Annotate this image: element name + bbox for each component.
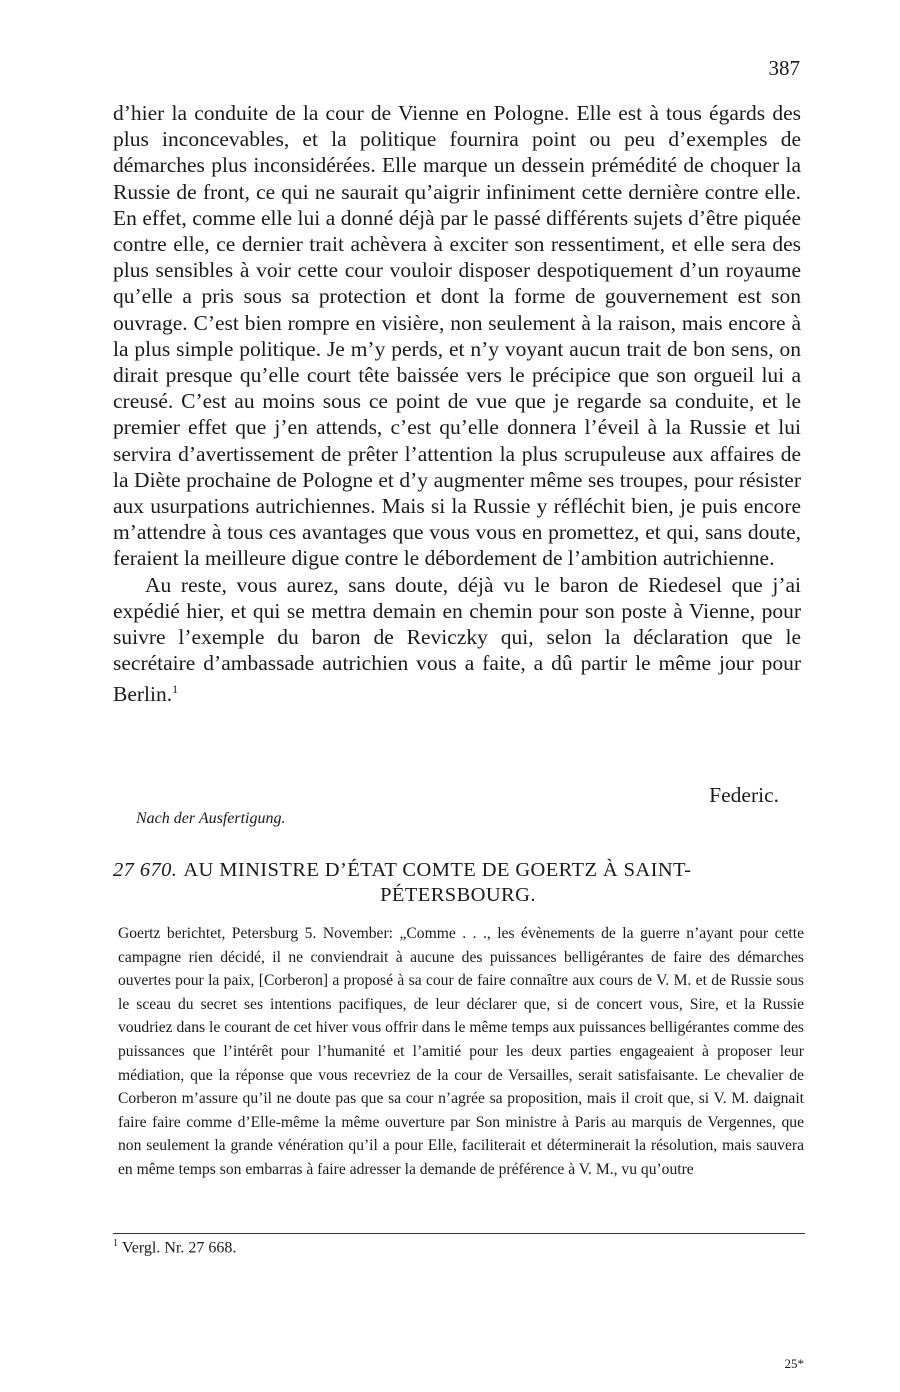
footnote: [113, 1238, 236, 1257]
letter-paragraph-1: d’hier la conduite de la cour de Vienne en Pologne. Elle est à tous égards des plus inconcevables, et la politique fournira point ou peu d’exemples de démarches plus inconsidérées. Elle marque un dessein prémédité de choquer la Russie de front, ce qui ne saurait qu’aigrir infiniment cette dernière contre elle. En effet, comme elle lui a donné déjà par le passé différents sujets d’être piquée contre elle, ce dernier trait achèvera à exciter son ressentiment, et elle sera des plus sensibles à voir cette cour vouloir disposer despotiquement d’un royaume qu’elle a pris sous sa protection et dont la forme de gouvernement est son ouvrage. C’est bien rompre en visière, non seulement à la raison, mais encore à la plus simple politique. Je m’y perds, et n’y voyant aucun trait de bon sens, on dirait presque qu’elle court tête baissée vers le précipice que son orgueil lui a creusé. C’est au moins sous ce point de vue que je regarde sa conduite, et le premier effet que j’en attends, c’est qu’elle donnera l’éveil à la Russie et lui servira d’avertissement de prêter l’attention la plus scrupuleuse aux affaires de la Diète prochaine de Pologne et d’y augmenter même ses troupes, pour résister aux usurpations autrichiennes. Mais si la Russie y réfléchit bien, je puis encore m’attendre à tous ces avantages que vous vous en promettez, et qui, sans doute, feraient la meilleure digue contre le débordement de l’ambition autrichienne.: [113, 101, 801, 571]
heading-line-2: PÉTERSBOURG.: [380, 884, 536, 906]
sheet-signature-mark: 25*: [784, 1356, 804, 1371]
heading-line-1: [113, 858, 803, 883]
heading-title-part-1: AU MINISTRE D’ÉTAT COMTE DE GOERTZ À SAINT-: [183, 859, 692, 881]
document-number: 27 670.: [113, 859, 178, 881]
footnote-marker: 1: [113, 1238, 118, 1249]
source-note: Nach der Ausfertigung.: [136, 810, 286, 827]
document-heading: [113, 858, 803, 908]
footnote-text: Vergl. Nr. 27 668.: [122, 1239, 237, 1257]
signature: Federic.: [709, 783, 779, 807]
letter-body: [113, 100, 801, 708]
footnote-divider: [113, 1233, 805, 1234]
letter-paragraph-2: [113, 572, 801, 708]
footnote-reference: 1: [172, 682, 179, 697]
summary-paragraph: Goertz berichtet, Petersburg 5. November: „Comme . . ., les évènements de la guerre n’ayant pour cette campagne rien décidé, il ne conviendrait à aucune des puissances belligérantes de faire des démarches ouvertes pour la paix, [Corberon] a proposé à sa cour de faire connaître aux cours de V. M. et de Russie sous le sceau du secret ses intentions pacifiques, de leur déclarer que, si de concert vous, Sire, et la Russie voudriez dans le courant de cet hiver vous offrir dans le même temps aux puissances belligérantes comme des puissances que l’intérêt pour l’humanité et l’amitié pour les deux parties engageaient à proposer leur médiation, que la réponse que vous recevriez de la cour de Versailles, serait satisfaisante. Le chevalier de Corberon m’assure qu’il ne doute pas que sa cour n’agrée sa proposition, mais il croit que, si V. M. daignait faire faire comme d’Elle-même la même ouverture par Son ministre à Paris au marquis de Vergennes, que non seulement la grande vénération qu’il a pour Elle, faciliterait et déterminerait la résolution, mais sauvera en même temps son embarras à faire adresser la demande de préférence à V. M., vu qu’outre: [118, 925, 804, 1178]
report-summary: [118, 922, 804, 1182]
letter-paragraph-2-text: Au reste, vous aurez, sans doute, déjà vu le baron de Riedesel que j’ai expédié hier, et qui se mettra demain en chemin pour son poste à Vienne, pour suivre l’exemple du baron de Reviczky qui, selon la déclaration que le secrétaire d’ambassade autrichien vous a faite, a dû partir le même jour pour Berlin.: [113, 572, 801, 707]
page-number: 387: [768, 56, 800, 80]
